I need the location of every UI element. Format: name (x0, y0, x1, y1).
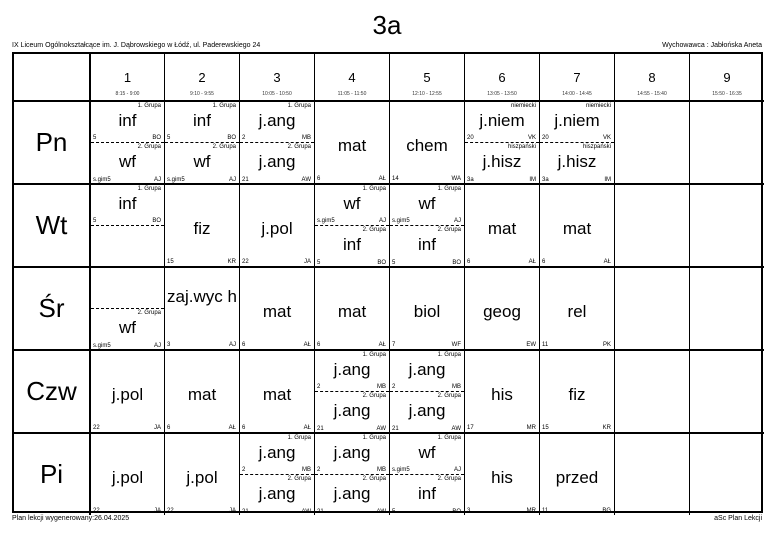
lesson-room: s.gim5 (93, 343, 111, 349)
page-title: 3a (372, 10, 402, 40)
lesson-teacher: AJ (228, 342, 236, 348)
lesson-subject: j.ang (258, 152, 296, 171)
lesson-room: 20 (467, 135, 474, 141)
day-label-pn: Pn (14, 100, 89, 183)
lesson-teacher: AŁ (303, 425, 311, 431)
group-label: 2. Grupa (437, 227, 461, 233)
lesson-teacher: KR (602, 425, 611, 431)
lesson-room: 21 (317, 509, 324, 515)
group-label: 1. Grupa (212, 103, 236, 109)
lesson-subject: fiz (568, 385, 586, 404)
lesson-room: 3 (167, 342, 171, 348)
lesson-subject: wf (343, 194, 361, 213)
day-label-pi: Pi (14, 432, 89, 515)
lesson-teacher: PK (602, 342, 611, 348)
day-label-czw: Czw (14, 349, 89, 432)
lesson-cell[interactable] (314, 432, 389, 515)
lesson-subject: wf (119, 152, 136, 171)
lesson-group-bottom (390, 225, 464, 267)
lesson-room: 6 (542, 259, 546, 265)
lesson-room: 5 (167, 135, 171, 141)
lesson-teacher: BO (227, 135, 236, 141)
group-label: 2. Grupa (362, 227, 386, 233)
lesson-teacher: MB (302, 467, 311, 473)
lesson-subject: j.niem (479, 111, 525, 130)
lesson-cell[interactable] (389, 349, 464, 432)
lesson-cell[interactable] (539, 349, 614, 432)
lesson-subject: j.hisz (557, 152, 597, 171)
lesson-teacher: MR (526, 425, 536, 431)
lesson-subject: inf (418, 235, 436, 254)
lesson-cell[interactable] (539, 100, 614, 183)
lesson-cell[interactable] (314, 183, 389, 266)
lesson-teacher: MB (452, 384, 461, 390)
lesson-subject: mat (337, 136, 367, 155)
lesson-cell[interactable] (89, 266, 164, 349)
lesson-teacher: JA (303, 259, 311, 265)
group-label: 1. Grupa (437, 186, 461, 192)
lesson-group-top (240, 102, 314, 142)
lesson-subject: mat (262, 385, 292, 404)
lesson-teacher: AŁ (378, 342, 386, 348)
lesson-room: 6 (242, 425, 246, 431)
lesson-teacher: JA (153, 425, 161, 431)
lesson-teacher: EW (526, 342, 536, 348)
group-label: 1. Grupa (437, 435, 461, 441)
period-number: 7 (573, 70, 581, 85)
lesson-cell[interactable] (539, 183, 614, 266)
lesson-teacher: AŁ (228, 425, 236, 431)
lesson-subject: j.ang (333, 443, 371, 462)
group-label: 2. Grupa (362, 393, 386, 399)
lesson-subject: j.pol (261, 219, 293, 238)
group-label: 1. Grupa (137, 103, 161, 109)
lesson-group-top (240, 434, 314, 474)
lesson-group-top (91, 102, 164, 142)
lesson-subject: rel (567, 302, 587, 321)
lesson-group-top (390, 351, 464, 391)
lesson-cell (689, 349, 764, 432)
lesson-room: 5 (93, 218, 97, 224)
lesson-teacher: WA (451, 176, 461, 182)
period-number: 4 (348, 70, 356, 85)
lesson-teacher: WF (451, 342, 461, 348)
generated-date: Plan lekcji wygenerowany:26.04.2025 (12, 515, 130, 522)
lesson-subject: inf (418, 484, 436, 503)
lesson-subject: wf (193, 152, 211, 171)
lesson-room: 6 (167, 425, 171, 431)
group-label: niemiecki (585, 103, 611, 109)
period-number: 1 (123, 70, 132, 85)
lesson-room: 15 (542, 425, 549, 431)
period-number: 5 (423, 70, 431, 85)
lesson-cell[interactable] (389, 266, 464, 349)
lesson-cell[interactable] (464, 432, 539, 515)
period-time: 14:00 - 14:45 (562, 91, 592, 97)
group-label: 1. Grupa (362, 352, 386, 358)
lesson-subject: j.ang (258, 443, 296, 462)
lesson-room: 22 (242, 259, 249, 265)
period-header-1 (89, 54, 164, 100)
lesson-group-top (390, 185, 464, 225)
lesson-group-bottom (240, 142, 314, 184)
lesson-cell[interactable] (539, 266, 614, 349)
period-time: 15:50 - 16:35 (712, 91, 742, 97)
lesson-cell[interactable] (164, 432, 239, 515)
lesson-room: 21 (317, 426, 324, 432)
lesson-cell[interactable] (164, 349, 239, 432)
lesson-cell (614, 266, 689, 349)
lesson-cell[interactable] (164, 183, 239, 266)
lesson-room: 2 (392, 384, 396, 390)
period-time: 10:05 - 10:50 (262, 91, 292, 97)
lesson-subject: j.ang (333, 401, 371, 420)
lesson-room: 21 (242, 509, 249, 515)
lesson-teacher: AŁ (303, 342, 311, 348)
group-label: 1. Grupa (437, 352, 461, 358)
lesson-cell[interactable] (239, 349, 314, 432)
lesson-room: 5 (392, 509, 396, 515)
lesson-group-bottom (315, 391, 389, 433)
lesson-room: 5 (317, 260, 321, 266)
class-teacher: Wychowawca : Jabłońska Aneta (662, 42, 762, 49)
group-label: 2. Grupa (437, 393, 461, 399)
lesson-room: 6 (317, 342, 321, 348)
lesson-teacher: AJ (453, 218, 461, 224)
lesson-teacher: BO (152, 135, 161, 141)
lesson-teacher: BO (452, 260, 461, 266)
period-header-4 (314, 54, 389, 100)
lesson-room: 6 (467, 259, 471, 265)
lesson-subject: j.pol (111, 468, 144, 487)
lesson-teacher: IM (604, 177, 611, 183)
lesson-cell[interactable] (239, 183, 314, 266)
period-number: 8 (648, 70, 656, 85)
lesson-teacher: MB (302, 135, 311, 141)
school-name: IX Liceum Ogólnokształcące im. J. Dąbrowskiego w Łódź, ul. Paderewskiego 24 (12, 42, 261, 49)
lesson-subject: mat (337, 302, 367, 321)
lesson-room: 3a (467, 177, 474, 183)
lesson-subject: j.pol (186, 468, 218, 487)
lesson-subject: inf (343, 235, 361, 254)
lesson-subject: mat (562, 219, 592, 238)
period-header-8 (614, 54, 689, 100)
lesson-subject: j.niem (554, 111, 600, 130)
lesson-group-bottom (540, 142, 614, 184)
lesson-group-bottom (315, 225, 389, 267)
lesson-teacher: AJ (153, 343, 161, 349)
lesson-subject: zaj.wyc h (167, 287, 237, 306)
lesson-teacher: AJ (453, 467, 461, 473)
lesson-cell[interactable] (239, 100, 314, 183)
lesson-teacher: AW (451, 426, 461, 432)
group-label: niemiecki (510, 103, 536, 109)
lesson-room: 3 (467, 508, 471, 514)
lesson-group-bottom (240, 474, 314, 516)
lesson-room: 6 (317, 176, 321, 182)
lesson-group-top (315, 351, 389, 391)
group-label: 2. Grupa (437, 476, 461, 482)
lesson-subject: inf (193, 111, 211, 130)
period-header-7 (539, 54, 614, 100)
lesson-group-bottom (91, 308, 164, 350)
lesson-room: s.gim5 (93, 177, 111, 183)
lesson-subject: chem (406, 136, 448, 155)
lesson-subject: mat (262, 302, 292, 321)
lesson-group-bottom (465, 142, 539, 184)
lesson-room: 3a (542, 177, 549, 183)
lesson-teacher: BO (452, 509, 461, 515)
period-time: 13:05 - 13:50 (487, 91, 517, 97)
lesson-cell (614, 100, 689, 183)
lesson-room: 11 (542, 342, 549, 348)
lesson-room: 21 (242, 177, 249, 183)
lesson-room: s.gim5 (317, 218, 335, 224)
lesson-cell[interactable] (389, 432, 464, 515)
group-label: 1. Grupa (287, 103, 311, 109)
lesson-subject: j.ang (408, 401, 446, 420)
lesson-teacher: AW (376, 509, 386, 515)
period-header-3 (239, 54, 314, 100)
lesson-group-bottom (91, 142, 164, 184)
day-label-wt: Wt (14, 183, 89, 266)
lesson-cell[interactable] (89, 100, 164, 183)
group-label: 2. Grupa (137, 310, 161, 316)
lesson-cell[interactable] (389, 183, 464, 266)
timetable-grid (12, 52, 763, 513)
lesson-cell[interactable] (239, 266, 314, 349)
lesson-group-bottom (165, 142, 239, 184)
lesson-room: s.gim5 (392, 218, 410, 224)
lesson-room: s.gim5 (167, 177, 185, 183)
period-time: 8:15 - 9:00 (115, 91, 140, 97)
lesson-group-bottom (390, 391, 464, 433)
lesson-teacher: AŁ (603, 259, 611, 265)
lesson-room: 11 (542, 508, 549, 514)
lesson-teacher: AJ (228, 177, 236, 183)
lesson-subject: przed (555, 468, 599, 487)
lesson-cell (689, 432, 764, 515)
lesson-teacher: AŁ (378, 176, 386, 182)
lesson-teacher: VK (527, 135, 536, 141)
lesson-subject: j.ang (258, 111, 296, 130)
period-number: 6 (498, 70, 506, 85)
lesson-teacher: AŁ (528, 259, 536, 265)
lesson-teacher: IM (529, 177, 536, 183)
lesson-cell[interactable] (314, 349, 389, 432)
lesson-teacher: KR (227, 259, 236, 265)
lesson-teacher: BG (602, 508, 611, 514)
lesson-teacher: AW (301, 177, 311, 183)
group-label: 2. Grupa (212, 144, 236, 150)
lesson-room: 6 (242, 342, 246, 348)
lesson-room: 2 (317, 384, 321, 390)
lesson-subject: biol (413, 302, 441, 321)
lesson-room: 21 (392, 426, 399, 432)
lesson-group-top (91, 185, 164, 225)
lesson-teacher: AJ (153, 177, 161, 183)
lesson-teacher: AW (376, 426, 386, 432)
lesson-room: 5 (93, 135, 97, 141)
lesson-room: 15 (167, 259, 174, 265)
lesson-room: 14 (392, 176, 399, 182)
lesson-room: 20 (542, 135, 549, 141)
group-label: 1. Grupa (287, 435, 311, 441)
lesson-cell (614, 349, 689, 432)
period-time: 12:10 - 12:55 (412, 91, 442, 97)
group-label: 1. Grupa (137, 186, 161, 192)
lesson-cell[interactable] (539, 432, 614, 515)
period-time: 9:10 - 9:55 (190, 91, 214, 97)
lesson-subject: wf (418, 194, 436, 213)
lesson-room: 2 (317, 467, 321, 473)
period-number: 3 (273, 70, 281, 85)
lesson-subject: inf (118, 194, 137, 213)
lesson-subject: wf (418, 443, 436, 462)
lesson-group-top (315, 185, 389, 225)
group-label: 1. Grupa (362, 435, 386, 441)
lesson-subject: fiz (193, 219, 211, 238)
lesson-room: 22 (93, 425, 100, 431)
lesson-group-top (540, 102, 614, 142)
lesson-cell[interactable] (464, 100, 539, 183)
lesson-subject: geog (483, 302, 521, 321)
lesson-subject: inf (118, 111, 137, 130)
period-header-2 (164, 54, 239, 100)
lesson-cell (689, 183, 764, 266)
lesson-cell[interactable] (314, 266, 389, 349)
lesson-cell[interactable] (89, 432, 164, 515)
app-name: aSc Plan Lekcji (714, 515, 762, 522)
period-time: 11:05 - 11:50 (337, 91, 367, 97)
lesson-subject: j.ang (333, 484, 371, 503)
lesson-subject: j.ang (258, 484, 296, 503)
lesson-cell[interactable] (89, 183, 164, 266)
lesson-teacher: MR (526, 508, 536, 514)
lesson-room: 2 (242, 467, 246, 473)
lesson-group-bottom (315, 474, 389, 516)
lesson-room: s.gim5 (392, 467, 410, 473)
lesson-group-top (315, 434, 389, 474)
lesson-group-top (91, 268, 164, 308)
lesson-cell[interactable] (239, 432, 314, 515)
day-label-śr: Śr (14, 266, 89, 349)
group-label: 2. Grupa (362, 476, 386, 482)
lesson-cell[interactable] (464, 183, 539, 266)
lesson-room: 22 (93, 508, 100, 514)
lesson-teacher: BO (152, 218, 161, 224)
lesson-cell (689, 100, 764, 183)
lesson-subject: his (491, 385, 513, 404)
lesson-subject: j.ang (333, 360, 371, 379)
lesson-cell[interactable] (89, 349, 164, 432)
lesson-room: 5 (392, 260, 396, 266)
lesson-teacher: JA (153, 508, 161, 514)
lesson-room: 7 (392, 342, 396, 348)
group-label: hiszpański (507, 144, 536, 150)
lesson-group-top (390, 434, 464, 474)
group-label: 2. Grupa (287, 476, 311, 482)
lesson-subject: mat (187, 385, 217, 404)
lesson-group-top (465, 102, 539, 142)
group-label: 1. Grupa (362, 186, 386, 192)
lesson-room: 22 (167, 508, 174, 514)
lesson-teacher: AW (301, 509, 311, 515)
lesson-group-bottom (91, 225, 164, 267)
period-header-9 (689, 54, 764, 100)
period-time: 14:55 - 15:40 (637, 91, 667, 97)
lesson-subject: wf (119, 318, 136, 337)
lesson-teacher: MB (377, 384, 386, 390)
period-header-5 (389, 54, 464, 100)
group-label: hiszpański (582, 144, 611, 150)
lesson-cell[interactable] (464, 349, 539, 432)
lesson-cell (614, 432, 689, 515)
lesson-cell[interactable] (464, 266, 539, 349)
group-label: 2. Grupa (287, 144, 311, 150)
lesson-teacher: MB (377, 467, 386, 473)
group-label: 2. Grupa (137, 144, 161, 150)
lesson-subject: mat (487, 219, 517, 238)
lesson-teacher: VK (602, 135, 611, 141)
lesson-subject: j.pol (111, 385, 144, 404)
lesson-room: 17 (467, 425, 474, 431)
lesson-teacher: AJ (378, 218, 386, 224)
lesson-room: 2 (242, 135, 246, 141)
period-number: 2 (198, 70, 206, 85)
lesson-cell[interactable] (389, 100, 464, 183)
lesson-cell[interactable] (164, 266, 239, 349)
lesson-cell (614, 183, 689, 266)
lesson-teacher: BO (377, 260, 386, 266)
period-header-6 (464, 54, 539, 100)
lesson-group-bottom (390, 474, 464, 516)
period-number: 9 (723, 70, 731, 85)
lesson-cell[interactable] (164, 100, 239, 183)
lesson-subject: his (491, 468, 513, 487)
lesson-group-top (165, 102, 239, 142)
lesson-cell[interactable] (314, 100, 389, 183)
lesson-subject: j.ang (408, 360, 446, 379)
lesson-teacher: JA (228, 508, 236, 514)
lesson-subject: j.hisz (482, 152, 522, 171)
lesson-cell (689, 266, 764, 349)
